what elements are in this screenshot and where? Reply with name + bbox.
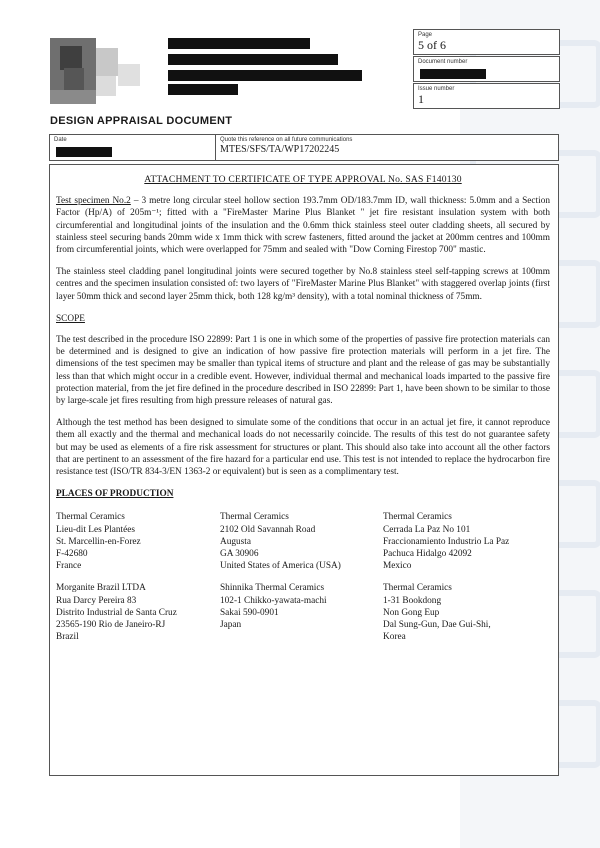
site-line: Rua Darcy Pereira 83: [56, 595, 137, 606]
issue-number-label: Issue number: [418, 86, 455, 92]
production-site: [56, 511, 220, 572]
page-value: 5 of 6: [418, 38, 446, 52]
document-number-box: [413, 56, 560, 82]
specimen-text: – 3 metre long circular steel hollow section 193.7mm OD/183.7mm ID, wall thickness: 5.0mm and a Section Factor (Hp/A) of 205m⁻¹; fitted with a "FireMaster Marine Plus Blanket " jet fire resistant insulation system with both circumferential and longitudinal joints of the insulation and the 0.6mm thick stainless steel outer cladding sheets, all secured by stainless steel securing bands 20mm wide x 1mm thick with screw fasteners, fitted around the jacket at 200mm centres and 100mm from circumferential joints, which were overlapped for 75mm and sealed with "Dow Corning Firestop 700" mastic.: [56, 196, 551, 256]
page-number-box: [413, 29, 560, 55]
redacted-document-number: [420, 69, 486, 79]
places-heading: PLACES OF PRODUCTION: [56, 489, 174, 500]
site-line: Augusta: [220, 536, 251, 547]
attachment-content: [56, 174, 550, 644]
site-line: Japan: [220, 620, 242, 631]
issue-number-box: [413, 83, 560, 109]
site-line: Pachuca Hidalgo 42092: [383, 549, 472, 560]
quote-reference-label: Quote this reference on all future communications: [220, 137, 353, 143]
document-title: DESIGN APPRAISAL DOCUMENT: [50, 115, 233, 127]
production-site: [56, 582, 220, 643]
site-line: Fraccionamiento Industrio La Paz: [383, 536, 510, 547]
redacted-address-line: [168, 84, 238, 95]
date-cell: [50, 135, 216, 160]
site-line: Thermal Ceramics: [383, 512, 452, 523]
site-line: Thermal Ceramics: [56, 512, 125, 523]
site-line: Thermal Ceramics: [220, 512, 289, 523]
site-line: 1-31 Bookdong: [383, 595, 442, 606]
site-line: GA 30906: [220, 549, 259, 560]
production-site: [220, 582, 383, 643]
attachment-title: ATTACHMENT TO CERTIFICATE OF TYPE APPROVAL No. SAS F140130: [144, 174, 462, 185]
site-line: Morganite Brazil LTDA: [56, 583, 146, 594]
cladding-paragraph: The stainless steel cladding panel longitudinal joints were secured together by No.8 stainless steel self-tapping screws at 100mm centres and the specimen insulation consisted of: two layers of "FireMaster Marine Plus Blanket" with staggered overlap joints (first layer 50mm thick and second layer 25mm thick, both 128 kg/m³ density), with a total nominal thickness of 75mm.: [56, 267, 550, 302]
date-reference-row: [49, 134, 559, 161]
site-line: Thermal Ceramics: [383, 583, 452, 594]
site-line: Korea: [383, 632, 406, 643]
scope-paragraph-1: The test described in the procedure ISO 22899: Part 1 is one in which some of the properties of passive fire protection materials can be determined and is designed to give an indication of how passive fire protection materials will perform in a jet fire. The dimensions of the test specimen may be smaller than typical items of structure and plant and the release of gas may be substantially less than that which might occur in a credible event. However, individual thermal and mechanical loads imparted to the passive fire protection material, from the jet fire defined in the procedure described in ISO 22899: Part 1, have been shown to be similar to those by large-scale jet fires resulting from high pressure releases of natural gas.: [56, 335, 550, 407]
specimen-lead: Test specimen No.2: [56, 196, 131, 207]
site-line: Non Gong Eup: [383, 607, 440, 618]
production-site: [383, 511, 550, 572]
site-line: Shinnika Thermal Ceramics: [220, 583, 325, 594]
site-line: 2102 Old Savannah Road: [220, 524, 316, 535]
site-line: Distrito Industrial de Santa Cruz: [56, 607, 177, 618]
scope-heading: SCOPE: [56, 313, 85, 324]
site-line: France: [56, 561, 82, 572]
site-line: Lieu-dit Les Plantées: [56, 524, 136, 535]
document-number-label: Document number: [418, 59, 468, 65]
production-site: [383, 582, 550, 643]
site-line: Brazil: [56, 632, 79, 643]
production-sites: [56, 511, 550, 643]
production-site: [220, 511, 383, 572]
redacted-address-line: [168, 54, 338, 65]
redacted-address-line: [168, 70, 362, 81]
site-line: Cerrada La Paz No 101: [383, 524, 471, 535]
scope-paragraph-2: Although the test method has been designed to simulate some of the conditions that occur in an actual jet fire, it cannot reproduce them all exactly and the thermal and mechanical loads do not necessarily coincide. The results of this test do not guarantee safety but may be used as elements of a fire risk assessment for structures or plant. This should also take into account all the other factors that are pertinent to an assessment of the fire hazard for a particular end use. This test is not intended to replace the hydrocarbon fire resistance test (ISO/TR 834-3/EN 1363-2 or equivalent) but is seen as a complimentary test.: [56, 418, 550, 478]
issue-number-value: 1: [418, 92, 424, 106]
site-line: St. Marcellin-en-Forez: [56, 536, 141, 547]
redacted-address-line: [168, 38, 310, 49]
quote-reference-cell: [216, 135, 558, 160]
site-line: Mexico: [383, 561, 412, 572]
site-line: 102-1 Chikko-yawata-machi: [220, 595, 327, 606]
site-line: Dal Sung-Gun, Dae Gui-Shi,: [383, 620, 491, 631]
site-line: United States of America (USA): [220, 561, 341, 572]
site-line: Sakai 590-0901: [220, 607, 279, 618]
redacted-date: [56, 147, 112, 157]
pixelated-logo: [50, 38, 142, 104]
quote-reference-value: MTES/SFS/TA/WP17202245: [220, 144, 340, 155]
date-label: Date: [54, 137, 67, 143]
page-label: Page: [418, 32, 433, 38]
specimen-paragraph: [56, 195, 550, 256]
site-line: F-42680: [56, 549, 88, 560]
site-line: 23565-190 Rio de Janeiro-RJ: [56, 620, 166, 631]
